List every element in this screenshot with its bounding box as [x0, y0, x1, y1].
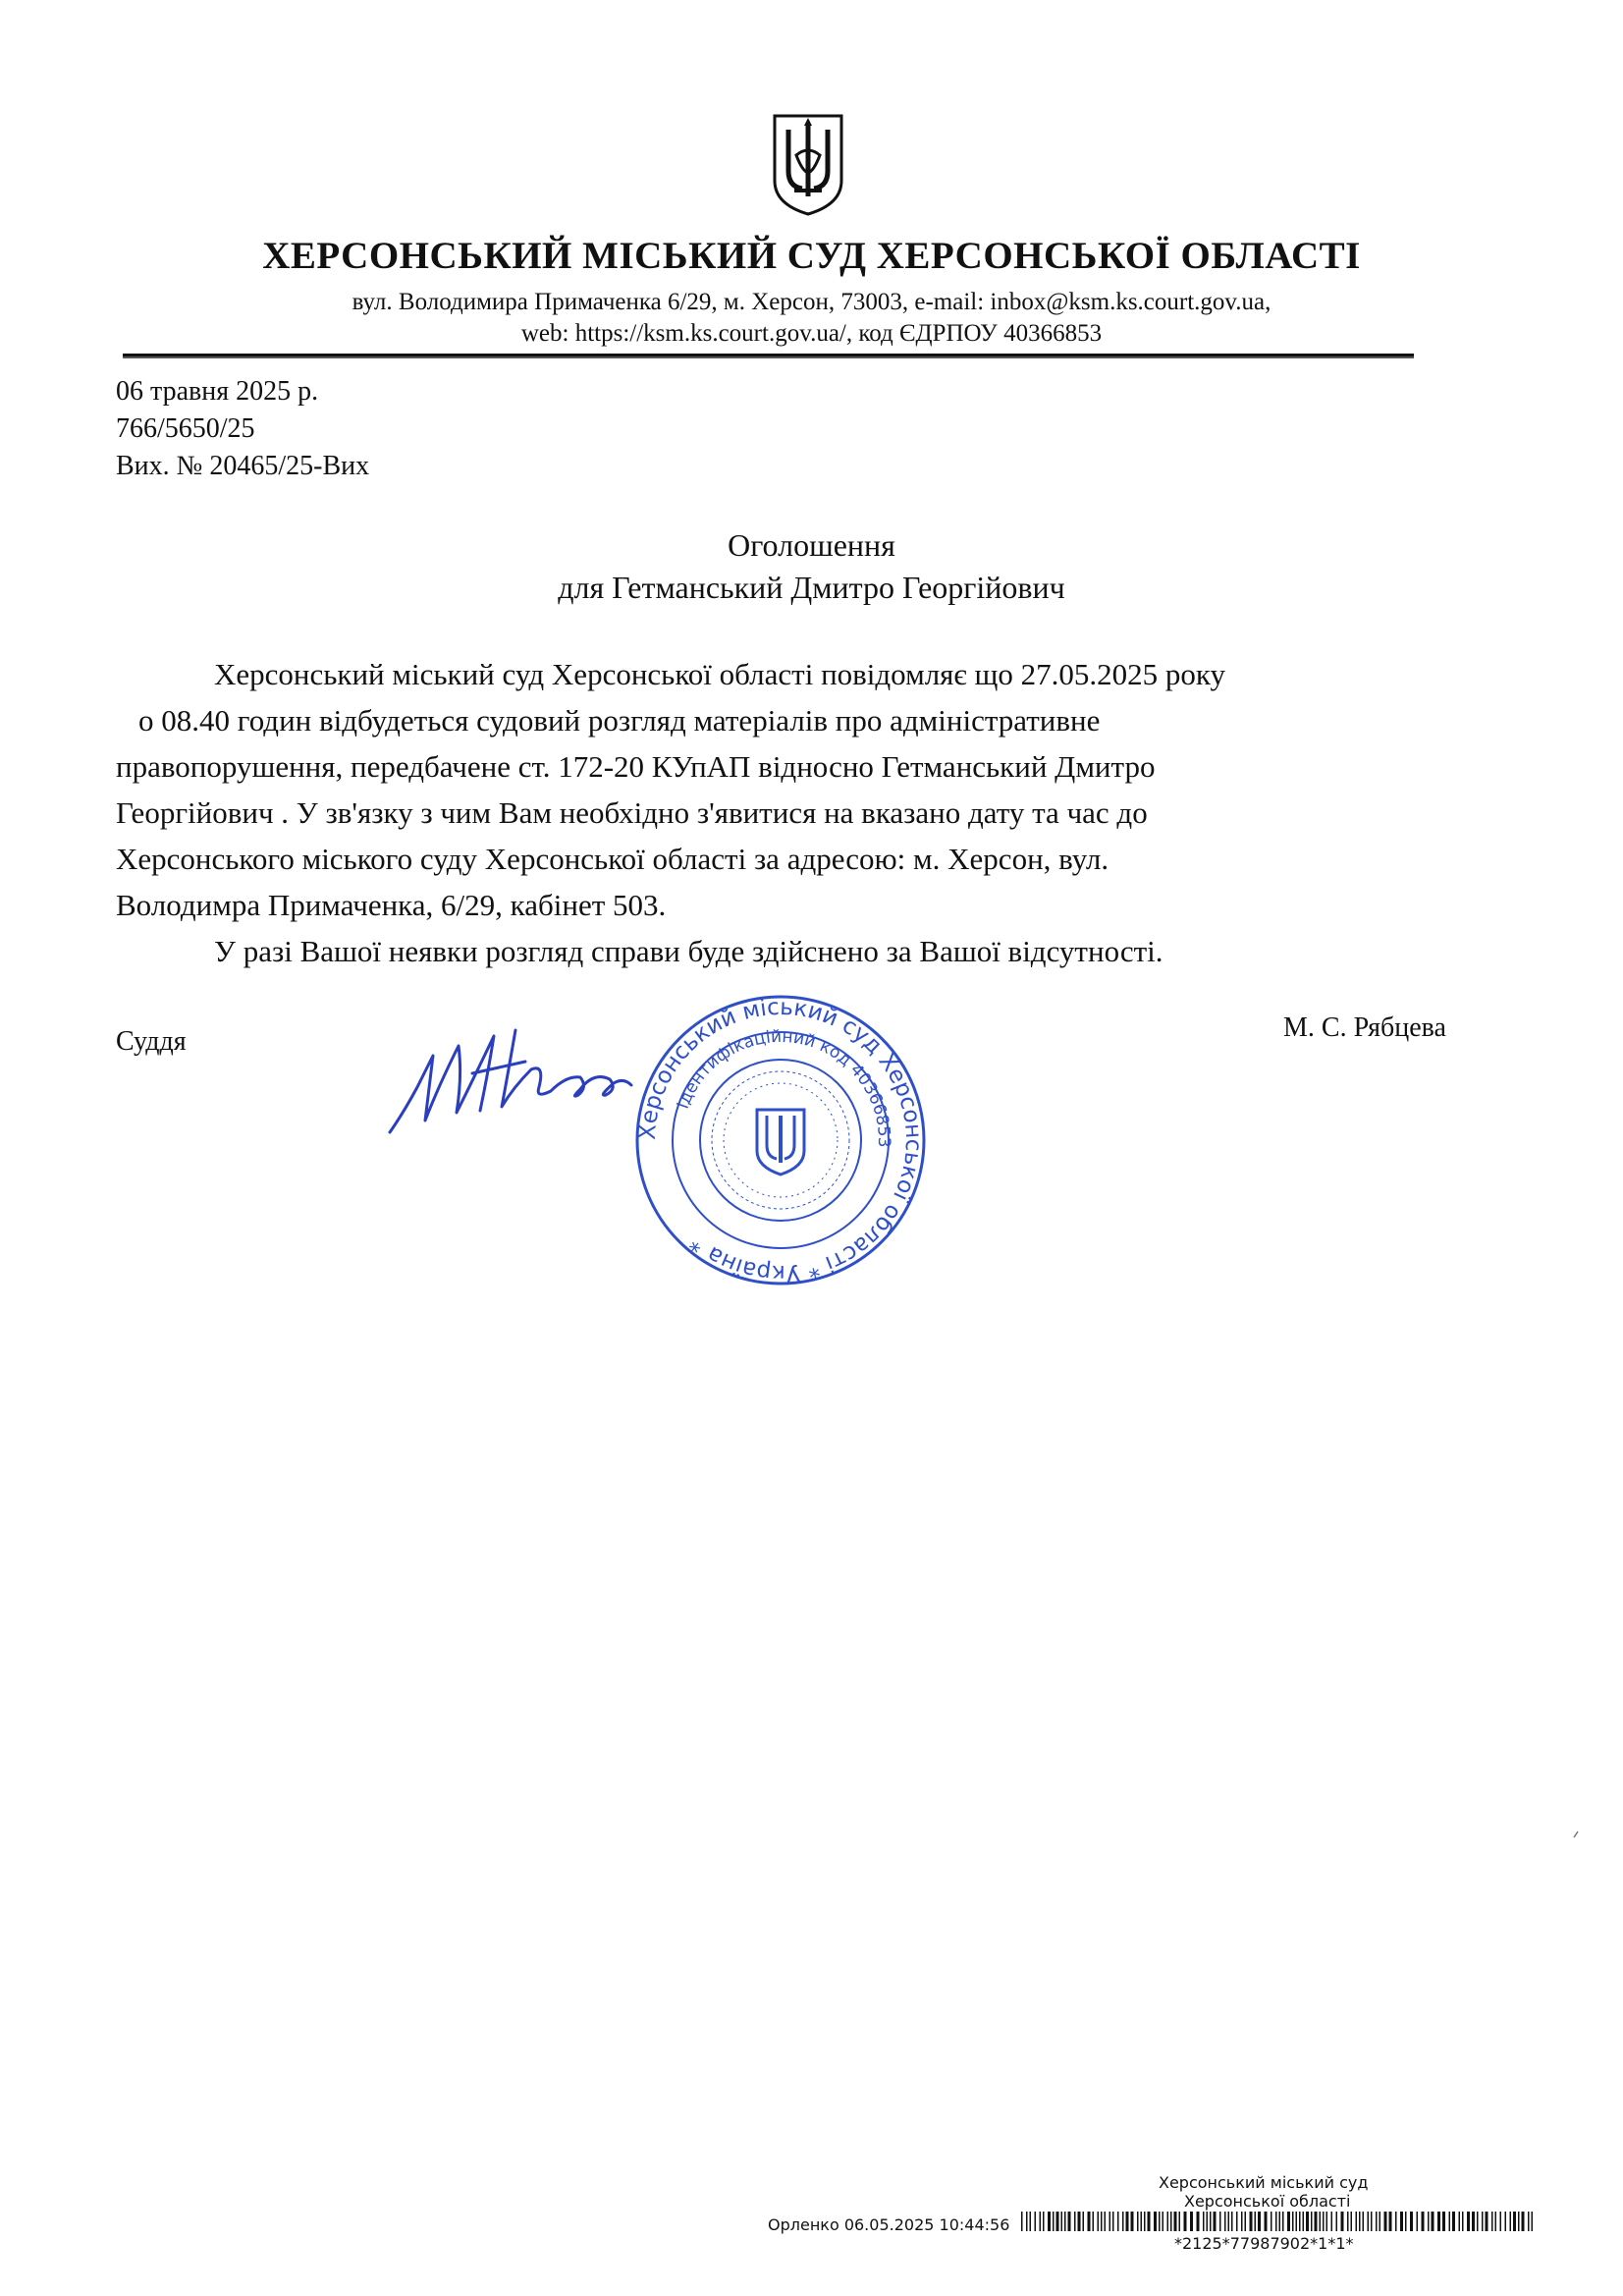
barcode-bar — [1219, 2212, 1221, 2231]
barcode-bar — [1449, 2212, 1451, 2231]
barcode-bar — [1271, 2212, 1272, 2231]
barcode-bar — [1035, 2212, 1037, 2231]
barcode-bar — [1482, 2212, 1484, 2231]
barcode-bar — [1126, 2212, 1129, 2231]
barcode-bar — [1074, 2212, 1076, 2231]
judge-name: М. С. Рябцева — [1283, 1012, 1446, 1043]
official-seal — [624, 994, 937, 1286]
barcode-bar — [1505, 2212, 1507, 2231]
barcode-icon — [1011, 2212, 1540, 2233]
barcode-bar — [1363, 2212, 1365, 2231]
barcode-bar — [1207, 2212, 1209, 2231]
body-line: правопорушення, передбачене ст. 172-20 КУпАП відносно Гетманський Дмитро — [116, 749, 1156, 784]
barcode-bar — [1296, 2212, 1298, 2231]
barcode-bar — [1068, 2212, 1071, 2231]
notice-recipient: для Гетманський Дмитро Георгійович — [558, 570, 1065, 605]
barcode-bar — [1359, 2212, 1361, 2231]
barcode-bar — [1395, 2212, 1397, 2231]
barcode-bar — [1265, 2212, 1268, 2231]
barcode-bar — [1417, 2212, 1419, 2231]
barcode-bar — [1459, 2212, 1461, 2231]
barcode-bar — [1105, 2212, 1107, 2231]
seal-outer-text: Херсонський міський суд Херсонської області * Україна * — [634, 994, 927, 1286]
case-number: 766/5650/25 — [116, 413, 255, 444]
barcode-bar — [1323, 2212, 1325, 2231]
barcode-bar — [1326, 2212, 1328, 2231]
barcode-bar — [1026, 2212, 1028, 2231]
barcode-bar — [1255, 2212, 1257, 2231]
barcode-bar — [1224, 2212, 1226, 2231]
barcode-bar — [1048, 2212, 1051, 2231]
barcode-bar — [1442, 2212, 1445, 2231]
barcode-bar — [1144, 2212, 1146, 2231]
barcode-bar — [1477, 2212, 1479, 2231]
barcode-bar — [1306, 2212, 1309, 2231]
barcode-bar — [1043, 2212, 1045, 2231]
court-address: вул. Володимира Примаченка 6/29, м. Херсон, 73003, e-mail: inbox@ksm.ks.court.gov.ua, — [352, 289, 1271, 315]
barcode-bar — [1040, 2212, 1042, 2231]
barcode-bar — [1472, 2212, 1475, 2231]
barcode-bar — [1384, 2212, 1387, 2231]
barcode-bar — [1056, 2212, 1059, 2231]
barcode-bar — [1275, 2212, 1277, 2231]
scan-speck — [1573, 1831, 1579, 1838]
barcode-bar — [1078, 2212, 1081, 2231]
coat-of-arms-icon — [769, 110, 847, 218]
barcode-bar — [1061, 2212, 1063, 2231]
barcode-bar — [1148, 2212, 1151, 2231]
barcode-bar — [1109, 2212, 1111, 2231]
barcode-bar — [1137, 2212, 1139, 2231]
barcode-bar — [1432, 2212, 1434, 2231]
barcode-bar — [1174, 2212, 1177, 2231]
body-line: о 08.40 годин відбудеться судовий розгляд матеріалів про адміністративне — [138, 703, 1101, 738]
seal-inner-text: Ідентифікаційний код 40366853 — [673, 1026, 894, 1148]
barcode-bar — [1112, 2212, 1114, 2231]
barcode-bar — [1347, 2212, 1349, 2231]
barcode-bar — [1513, 2212, 1516, 2231]
seal-emblem-icon — [757, 1110, 804, 1175]
barcode-bar — [1228, 2212, 1230, 2231]
barcode-bar — [1088, 2212, 1091, 2231]
barcode-bar — [1064, 2212, 1066, 2231]
barcode-bar — [1170, 2212, 1172, 2231]
barcode-bar — [1422, 2212, 1425, 2231]
barcode-bar — [1491, 2212, 1493, 2231]
document-date: 06 травня 2025 р. — [116, 376, 319, 407]
barcode-bar — [1368, 2212, 1370, 2231]
header-divider — [123, 354, 1414, 356]
barcode-bar — [1532, 2212, 1534, 2231]
barcode-bar — [1287, 2212, 1290, 2231]
outgoing-number: Вих. № 20465/25-Вих — [116, 451, 370, 481]
barcode-bar — [1351, 2212, 1353, 2231]
barcode-bar — [1021, 2212, 1023, 2231]
barcode-bar — [1510, 2212, 1512, 2231]
barcode-bar — [1101, 2212, 1103, 2231]
barcode-code: *2125*77987902*1*1* — [1174, 2234, 1354, 2253]
barcode-bar — [1167, 2212, 1169, 2231]
barcode-bar — [1258, 2212, 1261, 2231]
handwritten-signature — [378, 997, 638, 1149]
barcode-bar — [1452, 2212, 1455, 2231]
body-line: У разі Вашої неявки розгляд справи буде здійснено за Вашої відсутності. — [214, 934, 1163, 968]
barcode-bar — [1292, 2212, 1294, 2231]
barcode-bar — [1163, 2212, 1164, 2231]
barcode-bar — [1159, 2212, 1161, 2231]
body-line: Володимра Примаченка, 6/29, кабінет 503. — [116, 888, 667, 922]
barcode-bar — [1117, 2212, 1119, 2231]
barcode-bar — [1245, 2212, 1247, 2231]
notice-title: Оголошення — [728, 527, 895, 563]
barcode-bar — [1356, 2212, 1358, 2231]
barcode-bar — [1250, 2212, 1253, 2231]
barcode-bar — [1210, 2212, 1212, 2231]
barcode-bar — [1241, 2212, 1243, 2231]
court-web-and-code: web: https://ksm.ks.court.gov.ua/, код ЄДРПОУ 40366853 — [520, 320, 1103, 347]
barcode-bar — [1214, 2212, 1217, 2231]
judge-role-label: Суддя — [116, 1026, 187, 1057]
barcode-bar — [1299, 2212, 1301, 2231]
barcode-bar — [1331, 2212, 1333, 2231]
barcode-bar — [1371, 2212, 1373, 2231]
barcode-bar — [1179, 2212, 1181, 2231]
barcode-bar — [1303, 2212, 1305, 2231]
barcode-bar — [1154, 2212, 1157, 2231]
barcode-bar — [1410, 2212, 1413, 2231]
barcode-bar — [1336, 2212, 1338, 2231]
registry-court-name: Херсонський міський суд — [1159, 2173, 1369, 2192]
barcode-bar — [1098, 2212, 1100, 2231]
body-line: Георгійович . У зв'язку з чим Вам необхідно з'явитися на вказано дату та час до — [116, 795, 1148, 830]
barcode-bar — [1341, 2212, 1344, 2231]
barcode-bar — [1231, 2212, 1233, 2231]
barcode-bar — [1122, 2212, 1124, 2231]
registry-court-region: Херсонської області — [1184, 2192, 1351, 2211]
barcode-bar — [1437, 2212, 1440, 2231]
barcode-bar — [1131, 2212, 1134, 2231]
barcode-bar — [1184, 2212, 1187, 2231]
barcode-bar — [1190, 2212, 1193, 2231]
court-name-heading: ХЕРСОНСЬКИЙ МІСЬКИЙ СУД ХЕРСОНСЬКОЇ ОБЛАСТІ — [262, 235, 1361, 277]
barcode-bar — [1518, 2212, 1520, 2231]
barcode-bar — [1083, 2212, 1085, 2231]
barcode-bar — [1495, 2212, 1497, 2231]
barcode-bar — [1282, 2212, 1284, 2231]
barcode-bar — [1528, 2212, 1530, 2231]
barcode-bar — [1486, 2212, 1488, 2231]
barcode-bar — [1320, 2212, 1322, 2231]
body-line: Херсонський міський суд Херсонської області повідомляє що 27.05.2025 року — [214, 657, 1225, 691]
barcode-bar — [1053, 2212, 1055, 2231]
barcode-bar — [1141, 2212, 1143, 2231]
barcode-bar — [1500, 2212, 1502, 2231]
barcode-bar — [1315, 2212, 1318, 2231]
barcode-bar — [1311, 2212, 1313, 2231]
barcode-bar — [1380, 2212, 1381, 2231]
body-line: Херсонського міського суду Херсонської області за адресою: м. Херсон, вул. — [116, 842, 1109, 876]
barcode-bar — [1389, 2212, 1392, 2231]
barcode-bar — [1405, 2212, 1407, 2231]
barcode-bar — [1376, 2212, 1378, 2231]
barcode-bar — [1467, 2212, 1470, 2231]
registry-operator-stamp: Орленко 06.05.2025 10:44:56 — [768, 2215, 1010, 2234]
barcode-bar — [1279, 2212, 1281, 2231]
barcode-bar — [1197, 2212, 1200, 2231]
barcode-bar — [1400, 2212, 1403, 2231]
barcode-bar — [1522, 2212, 1525, 2231]
barcode-bar — [1030, 2212, 1032, 2231]
barcode-bar — [1203, 2212, 1205, 2231]
barcode-bar — [1236, 2212, 1238, 2231]
barcode-bar — [1093, 2212, 1095, 2231]
barcode-bar — [1428, 2212, 1430, 2231]
barcode-bar — [1462, 2212, 1464, 2231]
